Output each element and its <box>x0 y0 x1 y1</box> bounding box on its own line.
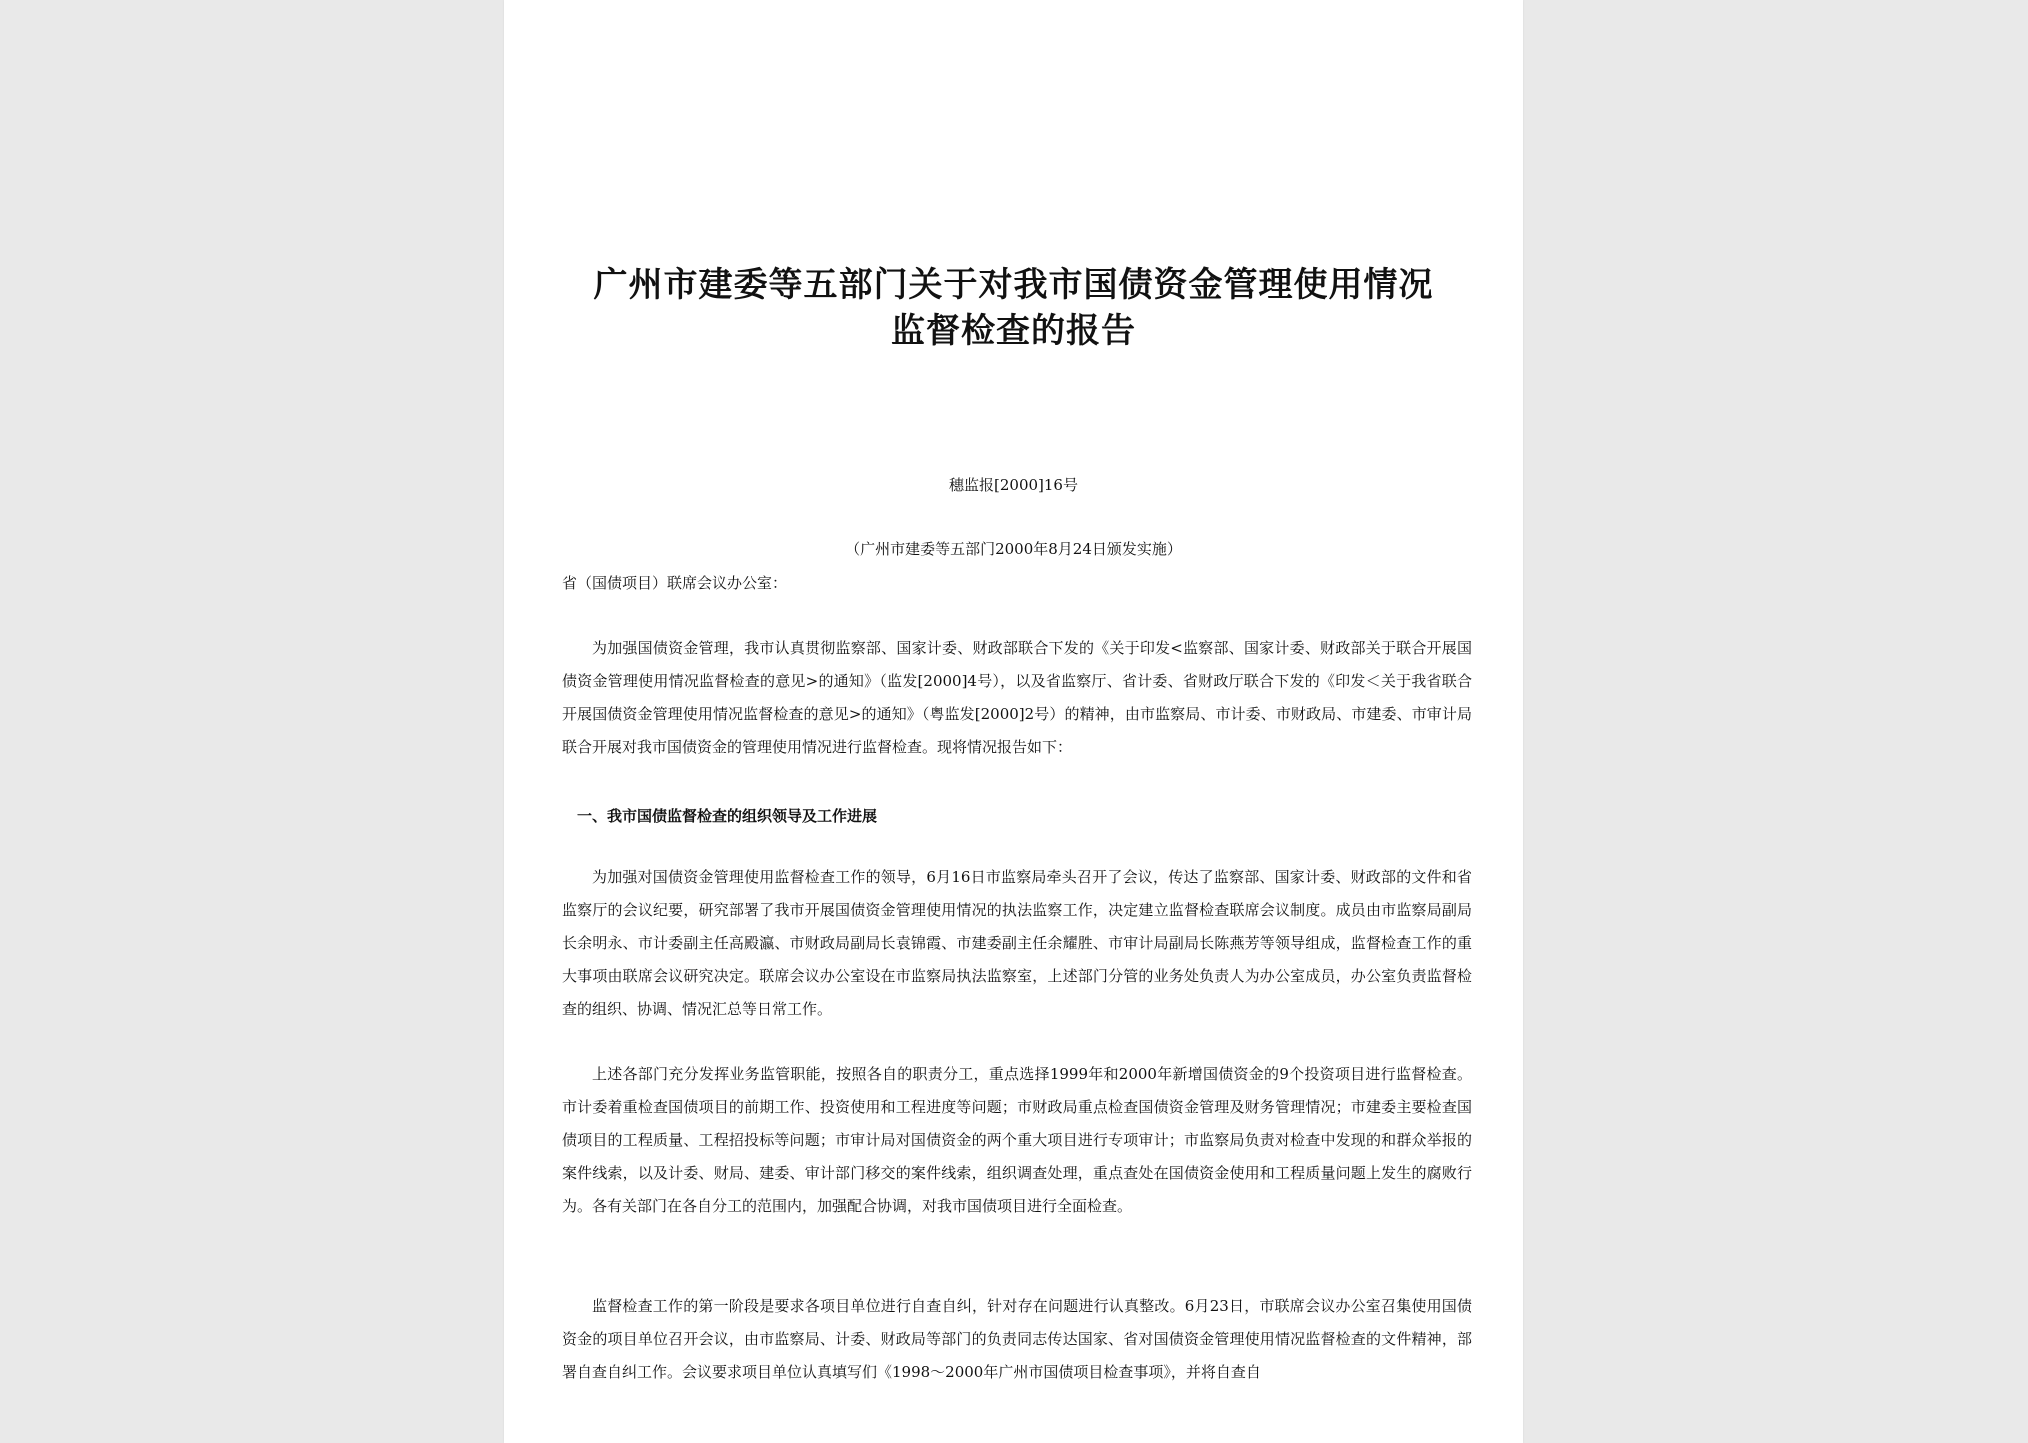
title-line-2: 监督检查的报告 <box>891 311 1136 351</box>
title-line-1: 广州市建委等五部门关于对我市国债资金管理使用情况 <box>593 265 1434 305</box>
paragraph-organization <box>562 861 1472 1026</box>
document-number: 穗监报[2000]16号 <box>949 476 1078 494</box>
paragraph-text: 为加强对国债资金管理使用监督检查工作的领导，6月16日市监察局牵头召开了会议，传达了监察部、国家计委、财政部的文件和省监察厅的会议纪要，研究部署了我市开展国债资金管理使用情况的执法监察工作，决定建立监督检查联席会议制度。成员由市监察局副局长余明永、市计委副主任高殿瀛、市财政局副局长袁锦霞、市建委副主任余耀胜、市审计局副局长陈燕芳等领导组成，监督检查工作的重大事项由联席会议研究决定。联席会议办公室设在市监察局执法监察室，上述部门分管的业务处负责人为办公室成员，办公室负责监督检查的组织、协调、情况汇总等日常工作。 <box>562 868 1472 1018</box>
paragraph-text: 上述各部门充分发挥业务监管职能，按照各自的职责分工，重点选择1999年和2000年新增国债资金的9个投资项目进行监督检查。市计委着重检查国债项目的前期工作、投资使用和工程进度等问题；市财政局重点检查国债资金管理及财务管理情况；市建委主要检查国债项目的工程质量、工程招投标等问题；市审计局对国债资金的两个重大项目进行专项审计；市监察局负责对检查中发现的和群众举报的案件线索，以及计委、财局、建委、审计部门移交的案件线索，组织调查处理，重点查处在国债资金使用和工程质量问题上发生的腐败行为。各有关部门在各自分工的范围内，加强配合协调，对我市国债项目进行全面检查。 <box>562 1065 1472 1215</box>
paragraph-division <box>562 1058 1472 1223</box>
document-page <box>504 0 1523 1443</box>
paragraph-intro <box>562 632 1472 764</box>
recipient-line: 省（国债项目）联席会议办公室： <box>562 574 788 592</box>
section-heading-1: 一、我市国债监督检查的组织领导及工作进展 <box>577 807 878 825</box>
paragraph-first-stage <box>562 1290 1472 1389</box>
paragraph-text: 监督检查工作的第一阶段是要求各项目单位进行自查自纠，针对存在问题进行认真整改。6月23日，市联席会议办公室召集使用国债资金的项目单位召开会议，由市监察局、计委、财政局等部门的负责同志传达国家、省对国债资金管理使用情况监督检查的文件精神，部署自查自纠工作。会议要求项目单位认真填写们《1998～2000年广州市国债项目检查事项》，并将自查自 <box>562 1297 1472 1381</box>
document-title <box>544 262 1483 354</box>
paragraph-text: 为加强国债资金管理，我市认真贯彻监察部、国家计委、财政部联合下发的《关于印发<监察部、国家计委、财政部关于联合开展国债资金管理使用情况监督检查的意见>的通知》（监发[2000]4号），以及省监察厅、省计委、省财政厅联合下发的《印发＜关于我省联合开展国债资金管理使用情况监督检查的意见>的通知》（粤监发[2000]2号）的精神，由市监察局、市计委、市财政局、市建委、市审计局联合开展对我市国债资金的管理使用情况进行监督检查。现将情况报告如下： <box>562 639 1472 756</box>
issue-note: （广州市建委等五部门2000年8月24日颁发实施） <box>845 540 1182 558</box>
